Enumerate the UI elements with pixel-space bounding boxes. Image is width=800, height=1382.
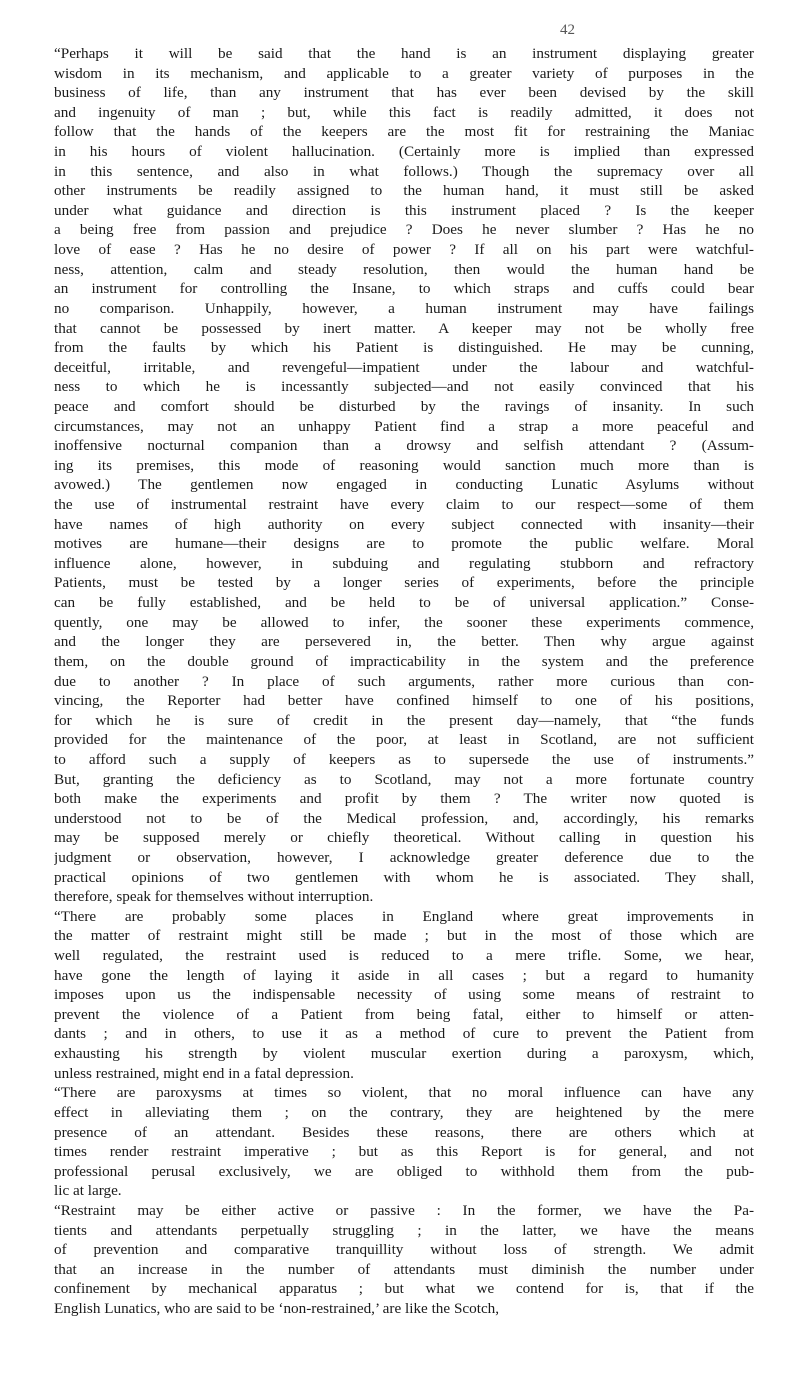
text-line: follow that the hands of the keepers are the most fit for restraining the Maniac <box>54 123 754 141</box>
text-line: provided for the maintenance of the poor, at least in Scotland, are not sufficient <box>54 731 754 749</box>
text-line: due to another ? In place of such arguments, rather more curious than con- <box>54 672 754 690</box>
text-line: can be fully established, and be held to be of universal application.” Conse- <box>54 594 754 612</box>
text-line: unless restrained, might end in a fatal depression. <box>54 1064 354 1082</box>
text-line: prevent the violence of a Patient from being fatal, either to himself or atten- <box>54 1005 754 1023</box>
text-line: a being free from passion and prejudice ? Does he never slumber ? Has he no <box>54 221 754 239</box>
text-line: professional perusal exclusively, we are obliged to withhold them from the pub- <box>54 1162 754 1180</box>
text-line: presence of an attendant. Besides these reasons, there are others which at <box>54 1123 754 1141</box>
text-line: business of life, than any instrument that has ever been devised by the skill <box>54 84 754 102</box>
text-line: and the longer they are persevered in, the better. Then why argue against <box>54 633 754 651</box>
text-line: “Perhaps it will be said that the hand is an instrument displaying greater <box>54 45 754 62</box>
text-line: “Restraint may be either active or passive : In the former, we have the Pa- <box>54 1201 754 1219</box>
text-line: lic at large. <box>54 1182 122 1200</box>
page-number: 42 <box>560 22 575 38</box>
text-line: have gone the length of laying it aside in all cases ; but a regard to humanity <box>54 966 754 984</box>
text-line: both make the experiments and profit by them ? The writer now quoted is <box>54 790 754 808</box>
text-line: them, on the double ground of impracticability in the system and the preference <box>54 652 754 670</box>
text-line: tients and attendants perpetually struggling ; in the latter, we have the means <box>54 1221 754 1239</box>
text-line: avowed.) The gentlemen now engaged in conducting Lunatic Asylums without <box>54 476 754 494</box>
text-line: for which he is sure of credit in the present day—namely, that “the funds <box>54 711 754 729</box>
text-line: circumstances, may not an unhappy Patient find a strap a more peaceful and <box>54 417 754 435</box>
text-line: in his hours of violent hallucination. (Certainly more is implied than expressed <box>54 143 754 161</box>
text-line: times render restraint imperative ; but as this Report is for general, and not <box>54 1143 754 1161</box>
text-line: well regulated, the restraint used is reduced to a mere trifle. Some, we hear, <box>54 947 754 965</box>
text-line: understood not to be of the Medical profession, and, accordingly, his remarks <box>54 809 754 827</box>
text-line: inoffensive nocturnal companion than a drowsy and selfish attendant ? (Assum- <box>54 437 754 455</box>
text-line: influence alone, however, in subduing and regulating stubborn and refractory <box>54 554 754 572</box>
text-line: may be supposed merely or chiefly theoretical. Without calling in question his <box>54 829 754 847</box>
text-line: “There are paroxysms at times so violent, that no moral influence can have any <box>54 1084 754 1102</box>
text-line: an instrument for controlling the Insane, to which straps and cuffs could bear <box>54 280 754 298</box>
body-text <box>54 44 754 1319</box>
text-line: in this sentence, and also in what follows.) Though the supremacy over all <box>54 162 754 180</box>
text-line: ness to which he is incessantly subjected—and not easily convinced that his <box>54 378 754 396</box>
text-line: of prevention and comparative tranquillity without loss of strength. We admit <box>54 1241 754 1259</box>
text-line: judgment or observation, however, I acknowledge greater deference due to the <box>54 848 754 866</box>
text-line: exhausting his strength by violent muscular exertion during a paroxysm, which, <box>54 1045 754 1063</box>
text-line: and ingenuity of man ; but, while this fact is readily admitted, it does not <box>54 103 754 121</box>
text-line: English Lunatics, who are said to be ‘non-restrained,’ are like the Scotch, <box>54 1300 500 1317</box>
text-line: “There are probably some places in England where great improvements in <box>54 907 754 925</box>
text-line: confinement by mechanical apparatus ; but what we contend for is, that if the <box>54 1280 754 1298</box>
text-line: dants ; and in others, to use it as a method of cure to prevent the Patient from <box>54 1025 754 1043</box>
text-line: from the faults by which his Patient is distinguished. He may be cunning, <box>54 339 754 357</box>
text-line: no comparison. Unhappily, however, a human instrument may have failings <box>54 299 754 317</box>
text-line: to afford such a supply of keepers as to supersede the use of instruments.” <box>54 750 754 768</box>
text-line: effect in alleviating them ; on the contrary, they are heightened by the mere <box>54 1103 754 1121</box>
text-line: ing its premises, this mode of reasoning would sanction much more than is <box>54 456 754 474</box>
text-line: Patients, must be tested by a longer series of experiments, before the principle <box>54 574 754 592</box>
text-line: motives are humane—their designs are to promote the public welfare. Moral <box>54 535 754 553</box>
text-line: love of ease ? Has he no desire of power ? If all on his part were watchful- <box>54 241 754 259</box>
text-line: vincing, the Reporter had better have confined himself to one of his positions, <box>54 692 754 710</box>
text-line: therefore, speak for themselves without interruption. <box>54 888 374 906</box>
text-line: the matter of restraint might still be made ; but in the most of those which are <box>54 927 754 945</box>
text-line: deceitful, irritable, and revengeful—impatient under the labour and watchful- <box>54 358 754 376</box>
text-line: practical opinions of two gentlemen with whom he is associated. They shall, <box>54 868 754 886</box>
text-line: wisdom in its mechanism, and applicable to a greater variety of purposes in the <box>54 64 754 82</box>
text-line: But, granting the deficiency as to Scotland, may not a more fortunate country <box>54 770 754 788</box>
text-line: peace and comfort should be disturbed by the ravings of insanity. In such <box>54 397 754 415</box>
text-line: that cannot be possessed by inert matter. A keeper may not be wholly free <box>54 319 754 337</box>
text-line: under what guidance and direction is this instrument placed ? Is the keeper <box>54 201 754 219</box>
text-line: quently, one may be allowed to infer, the sooner these experiments commence, <box>54 613 754 631</box>
text-line: have names of high authority on every subject connected with insanity—their <box>54 515 754 533</box>
text-line: the use of instrumental restraint have every claim to our respect—some of them <box>54 496 754 514</box>
text-line: imposes upon us the indispensable necessity of using some means of restraint to <box>54 986 754 1004</box>
text-line: other instruments be readily assigned to the human hand, it must still be asked <box>54 182 754 200</box>
text-line: that an increase in the number of attendants must diminish the number under <box>54 1260 754 1278</box>
text-line: ness, attention, calm and steady resolution, then would the human hand be <box>54 260 754 278</box>
